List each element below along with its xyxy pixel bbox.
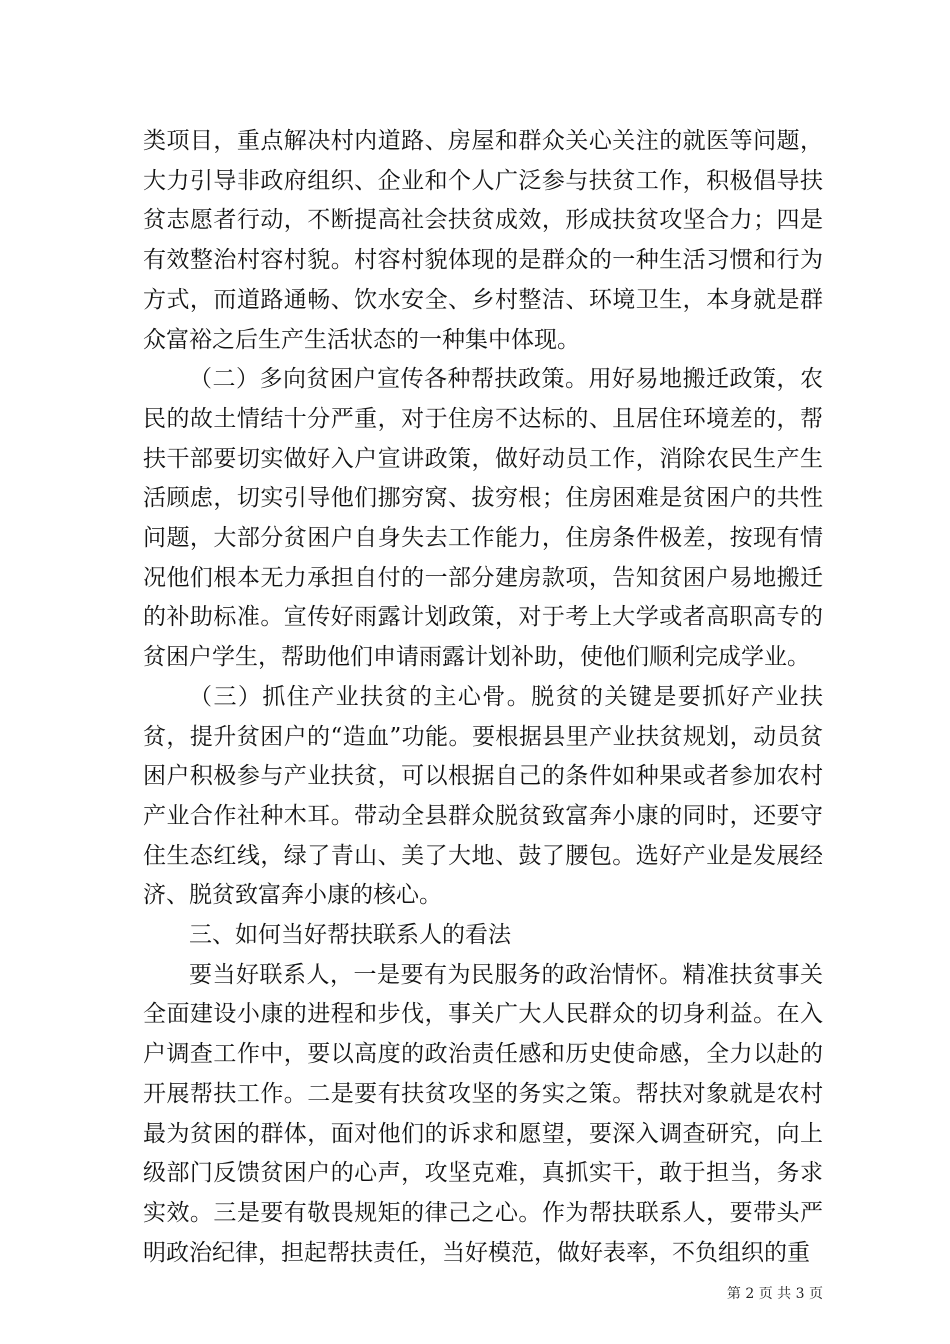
paragraph-relocation-policy: （二）多向贫困户宣传各种帮扶政策。用好易地搬迁政策，农民的故土情结十分严重，对于住房不达标的、且居住环境差的，帮扶干部要切实做好入户宣讲政策，做好动员工作，消除农民生产生活顾虑，切实引导他们挪穷窝、拔穷根；住房困难是贫困户的共性问题，大部分贫困户自身失去工作能力，住房条件极差，按现有情况他们根本无力承担自付的一部分建房款项，告知贫困户易地搬迁的补助标准。宣传好雨露计划政策，对于考上大学或者高职高专的贫困户学生，帮助他们申请雨露计划补助，使他们顺利完成学业。 [143,366,823,671]
section-heading-liaison: 三、如何当好帮扶联系人的看法 [189,922,511,949]
paragraph-liaison-role: 要当好联系人，一是要有为民服务的政治情怀。精准扶贫事关全面建设小康的进程和步伐，事关广大人民群众的切身利益。在入户调查工作中，要以高度的政治责任感和历史使命感，全力以赴的开展帮扶工作。二是要有扶贫攻坚的务实之策。帮扶对象就是农村最为贫困的群体，面对他们的诉求和愿望，要深入调查研究，向上级部门反馈贫困户的心声，攻坚克难，真抓实干，敢于担当，务求实效。三是要有敬畏规矩的律己之心。作为帮扶联系人，要带头严明政治纪律，担起帮扶责任，当好模范，做好表率，不负组织的重 [143,961,823,1266]
paragraph-industry-poverty-alleviation: （三）抓住产业扶贫的主心骨。脱贫的关键是要抓好产业扶贫，提升贫困户的“造血”功能。要根据县里产业扶贫规划，动员贫困户积极参与产业扶贫，可以根据自己的条件如种果或者参加农村产业合作社种木耳。带动全县群众脱贫致富奔小康的同时，还要守住生态红线，绿了青山、美了大地、鼓了腰包。选好产业是发展经济、脱贫致富奔小康的核心。 [143,683,823,909]
page-number-footer: 第 2 页 共 3 页 [726,1286,823,1302]
paragraph-continuation: 类项目，重点解决村内道路、房屋和群众关心关注的就医等问题，大力引导非政府组织、企业和个人广泛参与扶贫工作，积极倡导扶贫志愿者行动，不断提高社会扶贫成效，形成扶贫攻坚合力；四是有效整治村容村貌。村容村貌体现的是群众的一种生活习惯和行为方式，而道路通畅、饮水安全、乡村整洁、环境卫生，本身就是群众富裕之后生产生活状态的一种集中体现。 [143,128,823,353]
document-body [143,122,823,1273]
